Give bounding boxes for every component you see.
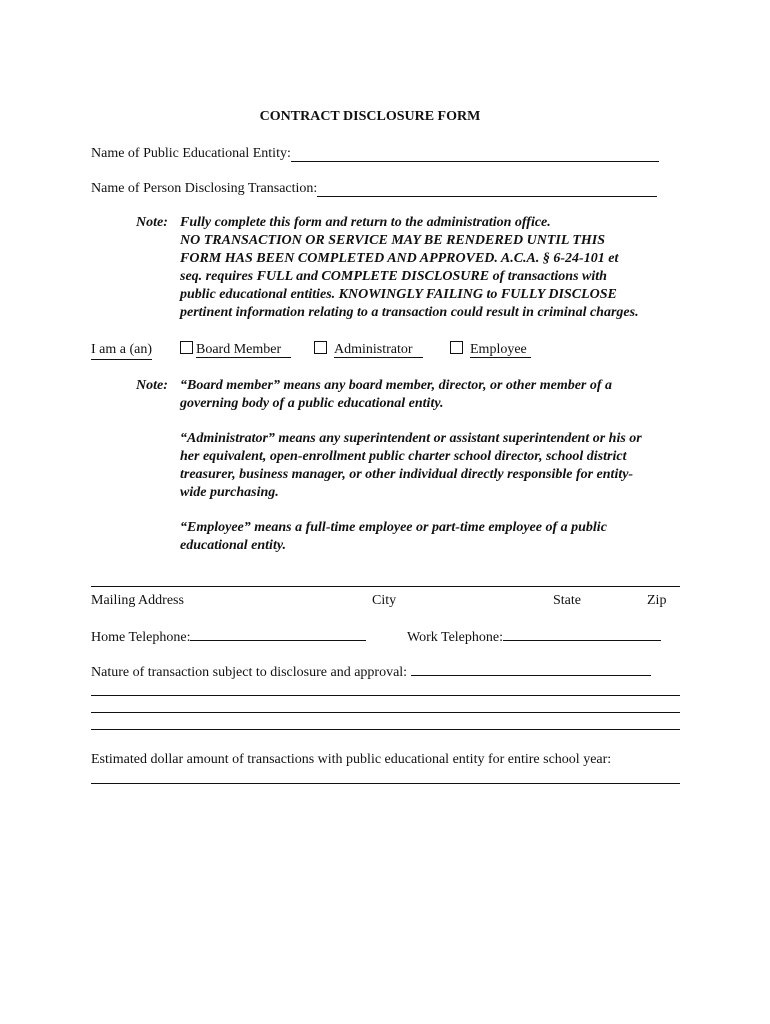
note-label-1: Note: [136,215,168,230]
estimate-field-line[interactable] [91,783,680,784]
nature-field-line-4[interactable] [91,729,680,730]
nature-field[interactable] [411,661,651,676]
definition-administrator [180,430,690,502]
definition-line: treasurer, business manager, or other individual directly responsible for entity- [180,467,634,482]
definition-line: “Employee” means a full-time employee or part-time employee of a public [180,520,607,535]
role-board-member[interactable] [180,341,291,359]
state-label: State [553,593,581,608]
work-telephone-field[interactable] [503,626,661,641]
definition-line: wide purchasing. [180,485,279,500]
person-name-field[interactable] [317,183,657,197]
home-telephone-field[interactable] [190,626,366,641]
address-field-line[interactable] [91,586,680,587]
definition-line: “Board member” means any board member, director, or other member of a [180,378,613,393]
nature-field-line-2[interactable] [91,695,680,696]
role-label: I am a (an) [91,341,152,360]
definition-line: governing body of a public educational entity. [180,396,444,411]
home-telephone-label: Home Telephone: [91,630,191,645]
mailing-address-label: Mailing Address [91,593,184,608]
entity-name-row [91,142,659,162]
note-instructions [180,214,690,322]
form-title: CONTRACT DISCLOSURE FORM [259,109,481,124]
definition-line: educational entity. [180,538,287,553]
definition-employee [180,519,690,555]
city-label: City [372,593,397,608]
entity-name-label: Name of Public Educational Entity: [91,146,291,161]
employee-checkbox[interactable] [450,341,463,354]
person-name-row [91,177,657,197]
note-line: public educational entities. KNOWINGLY FAILING to FULLY DISCLOSE [180,287,617,302]
definition-line: her equivalent, open-enrollment public charter school director, school district [180,449,627,464]
entity-name-field[interactable] [291,148,659,162]
person-name-label: Name of Person Disclosing Transaction: [91,181,318,196]
zip-label: Zip [647,593,667,608]
nature-label: Nature of transaction subject to disclosure and approval: [91,665,408,680]
nature-field-line-3[interactable] [91,712,680,713]
note-line: Fully complete this form and return to the administration office. [180,215,551,230]
note-line: FORM HAS BEEN COMPLETED AND APPROVED. A.C.A. § 6-24-101 et [180,251,619,266]
board-member-label: Board Member [196,342,291,358]
board-member-checkbox[interactable] [180,341,193,354]
work-telephone-label: Work Telephone: [407,630,503,645]
employee-label: Employee [470,342,531,358]
role-administrator[interactable] [314,341,423,359]
nature-row [91,661,651,682]
definition-line: “Administrator” means any superintendent or assistant superintendent or his or [180,431,642,446]
note-line: pertinent information relating to a transaction could result in criminal charges. [180,305,639,320]
note-line: NO TRANSACTION OR SERVICE MAY BE RENDERED UNTIL THIS [180,233,606,248]
administrator-checkbox[interactable] [314,341,327,354]
note-line: seq. requires FULL and COMPLETE DISCLOSURE of transactions with [180,269,607,284]
role-employee[interactable] [450,341,531,359]
work-telephone-row [407,626,661,647]
note-label-2: Note: [136,378,168,393]
administrator-label: Administrator [334,342,423,358]
definition-board-member [180,377,690,413]
estimate-label: Estimated dollar amount of transactions with public educational entity for entire school year: [91,752,612,767]
home-telephone-row [91,626,366,647]
